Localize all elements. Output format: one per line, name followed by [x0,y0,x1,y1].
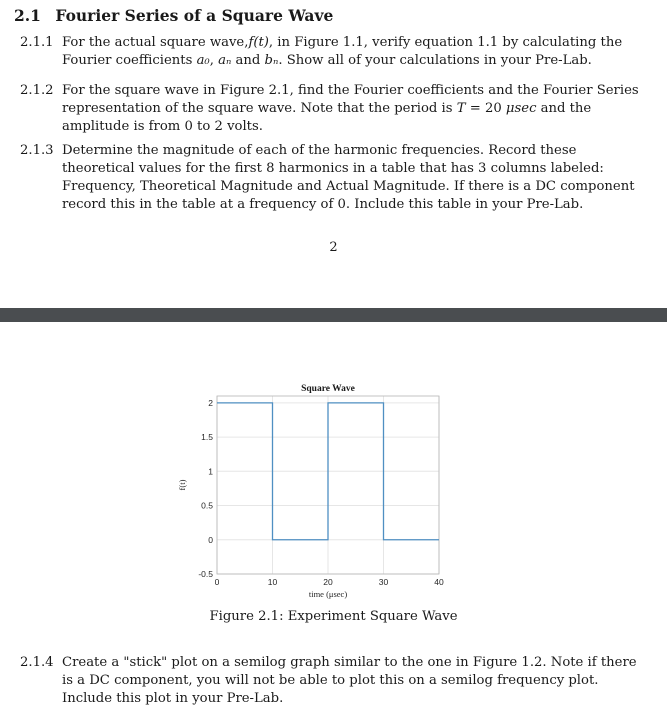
section-title: Fourier Series of a Square Wave [55,6,334,25]
x-tick-label: 0 [214,577,220,587]
section-heading [14,6,333,25]
x-tick-label: 40 [434,577,444,587]
list-item-2-1-1 [20,34,645,70]
y-tick-label: 2 [208,397,213,408]
item-number: 2.1.1 [20,35,54,50]
item-text: Create a "stick" plot on a semilog graph similar to the one in Figure 1.2. Note if there is a DC component, you will not be able to plot this on a semilog frequency plot. Include this plot in your Pre-Lab. [62,655,641,706]
item-text: For the square wave in Figure 2.1, find the Fourier coefficients and the Fourier Series representation of the square wave. Note that the period is T = 20 μsec and the amplitude is from 0 to 2 volts. [62,83,643,134]
y-tick-label: 1 [208,466,213,477]
list-item-2-1-4 [20,654,645,708]
document-page-top [0,0,667,308]
x-tick-label: 20 [323,577,333,587]
section-number: 2.1 [14,6,41,25]
item-number: 2.1.3 [20,143,54,158]
item-text: Determine the magnitude of each of the harmonic frequencies. Record these theoretical values for the first 8 harmonics in a table that has 3 columns labeled: Frequency, Theoretical Magnitude and Actual Magnitude. If there is a DC component record this in the table at a frequency of 0. Include this table in your Pre-Lab. [62,143,639,212]
item-number: 2.1.4 [20,655,54,670]
y-tick-label: 0 [208,534,213,545]
item-text: For the actual square wave,f(t), in Figure 1.1, verify equation 1.1 by calculating the Fourier coefficients a₀, aₙ and bₙ. Show all of your calculations in your Pre-Lab. [62,35,627,68]
list-item-2-1-3 [20,142,645,214]
figure-caption: Figure 2.1: Experiment Square Wave [209,609,458,624]
square-wave-chart [171,377,467,599]
chart-title: Square Wave [301,384,355,394]
x-tick-label: 30 [378,577,389,587]
y-tick-label: -0.5 [198,569,213,579]
page-number: 2 [329,240,338,255]
x-axis-label: time (μsec) [308,589,348,599]
y-tick-label: 0.5 [201,500,213,511]
list-item-2-1-2 [20,82,645,136]
y-tick-label: 1.5 [201,432,213,443]
figure-square-wave [171,377,467,599]
y-axis-label: f(t) [177,479,187,491]
item-number: 2.1.2 [20,83,54,98]
page-break-divider [0,308,667,322]
x-tick-label: 10 [267,577,278,587]
